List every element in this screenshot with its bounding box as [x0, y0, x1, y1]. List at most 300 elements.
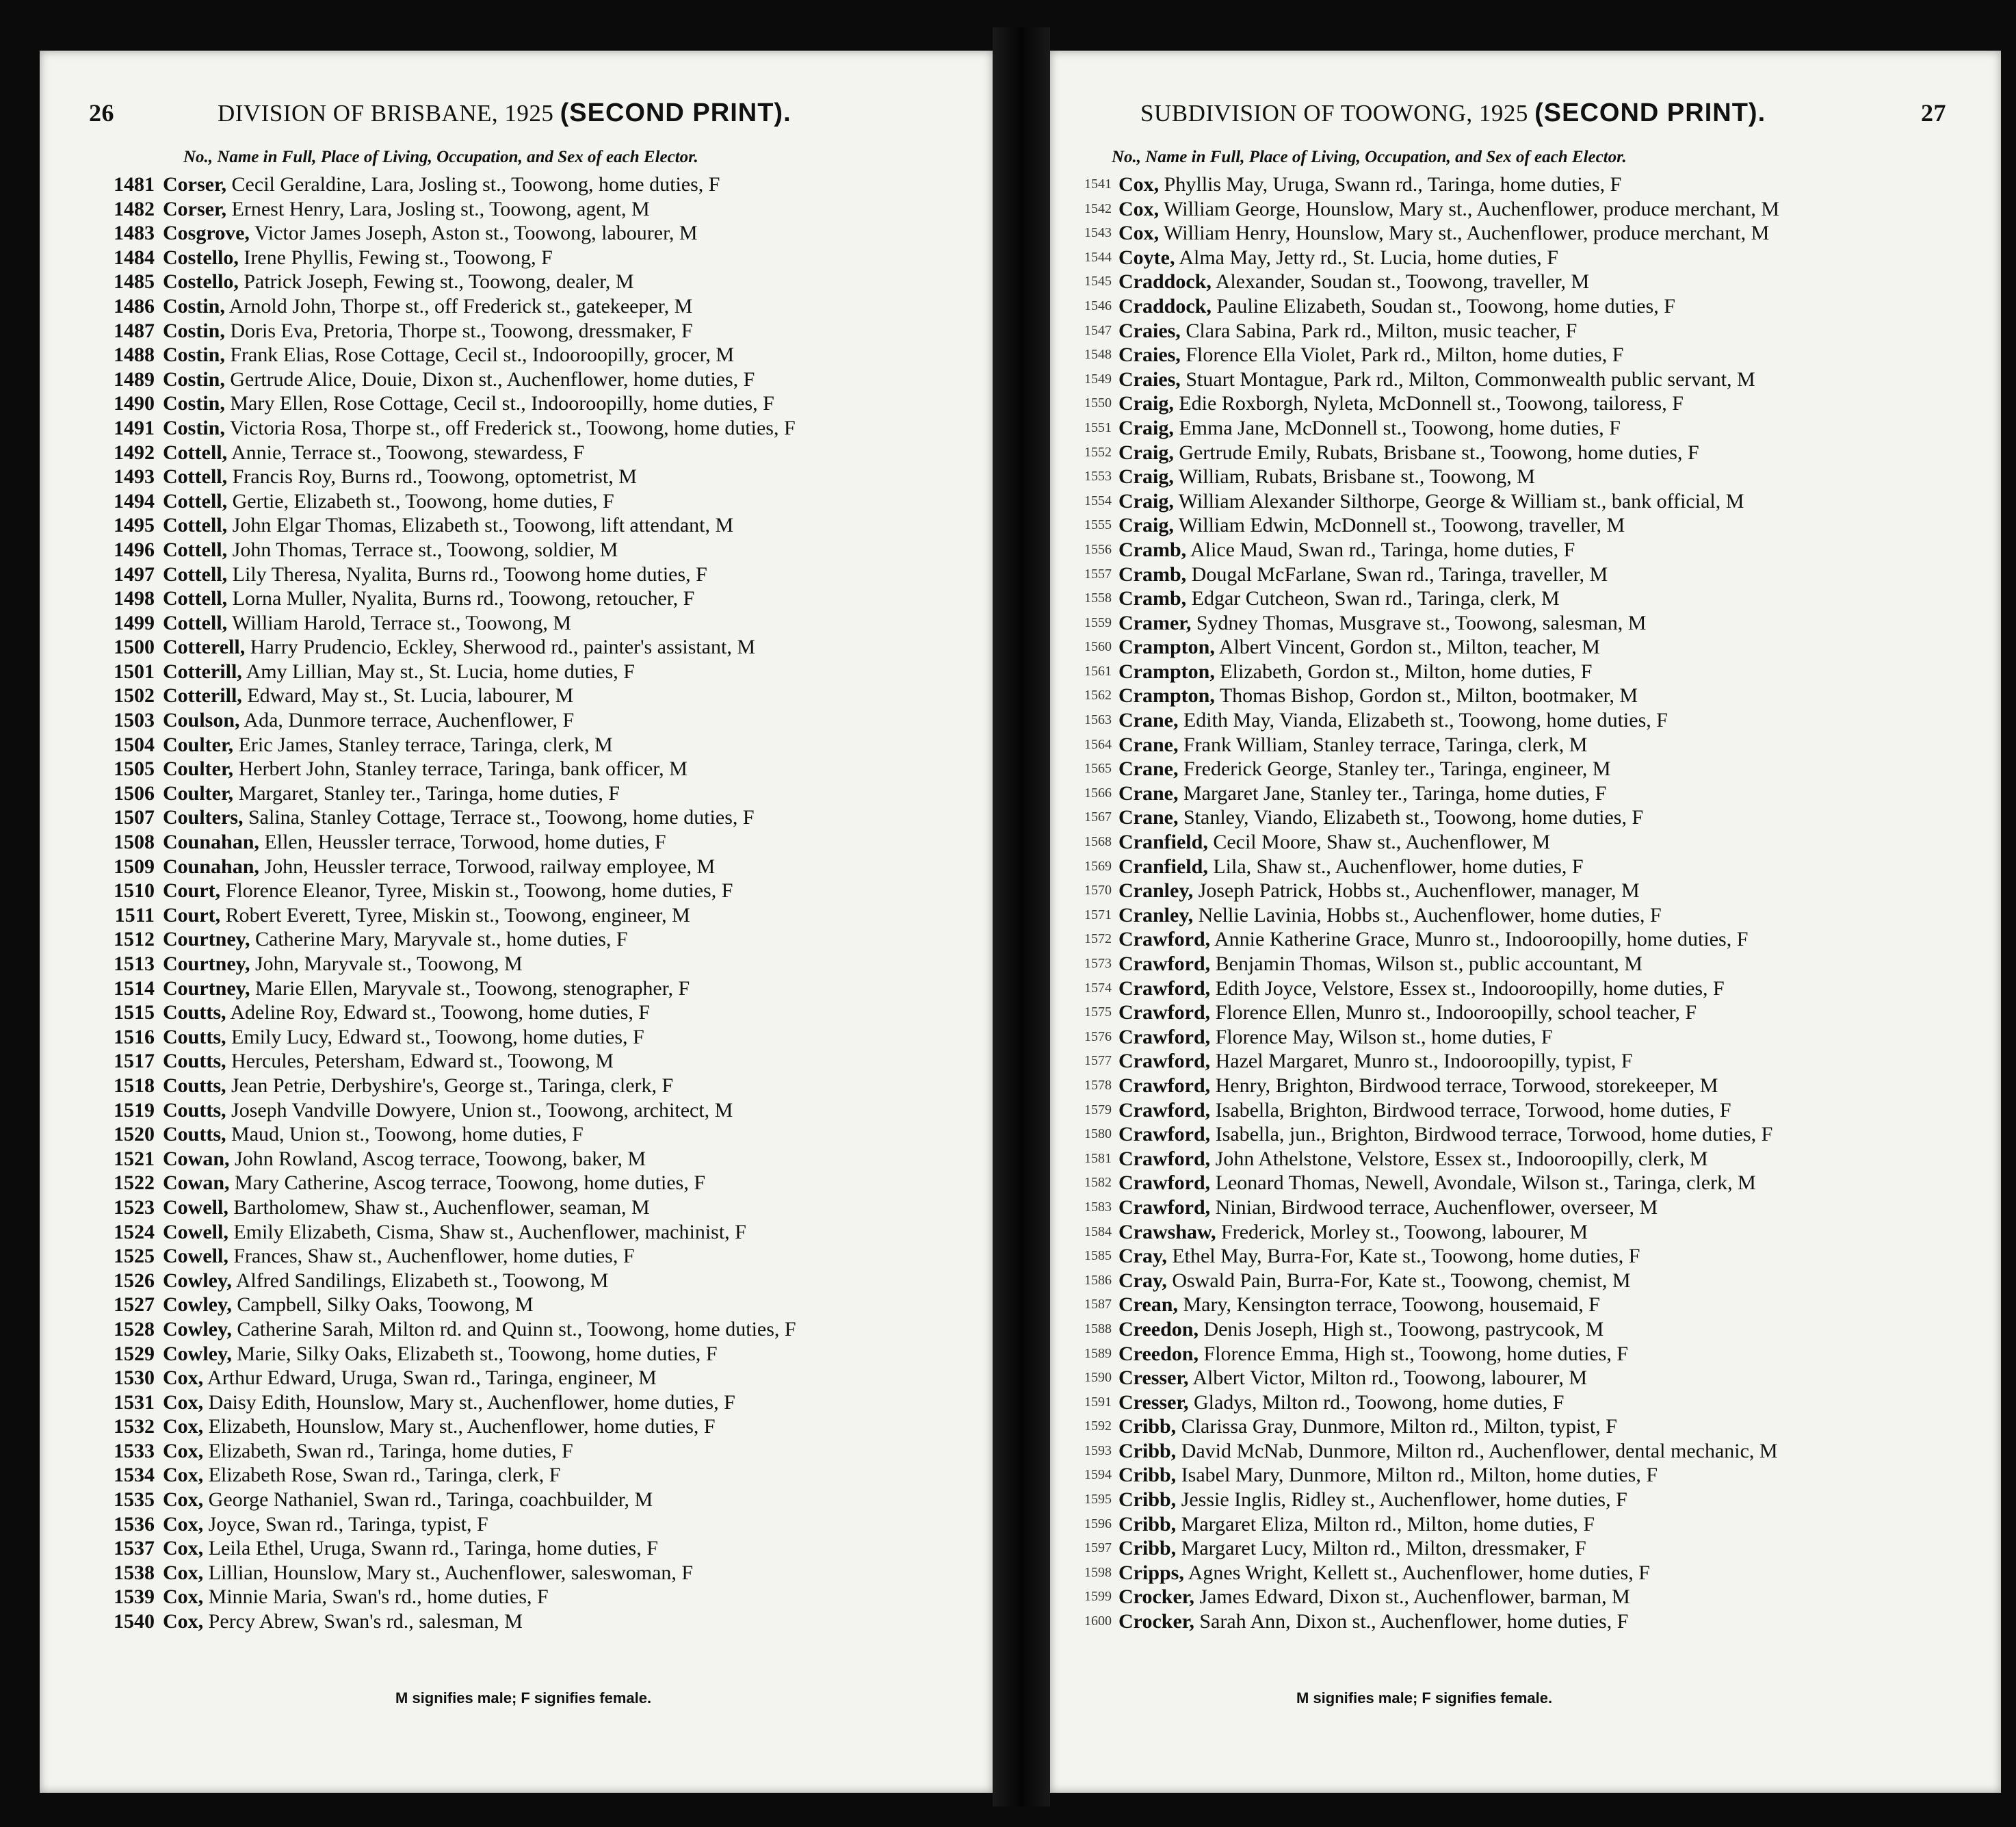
- elector-entry: [1050, 1342, 2001, 1366]
- elector-number: 1574: [1084, 980, 1112, 996]
- elector-details: [163, 1439, 573, 1464]
- elector-number: 1566: [1084, 785, 1112, 801]
- elector-info: Stanley, Viando, Elizabeth st., Toowong, home duties, F: [1183, 806, 1644, 829]
- elector-number: 1589: [1084, 1345, 1112, 1361]
- elector-info: Frederick George, Stanley ter., Taringa, engineer, M: [1183, 757, 1611, 781]
- elector-number: 1559: [1084, 614, 1112, 630]
- elector-details: [1118, 927, 1748, 952]
- elector-surname: Courtney,: [163, 953, 250, 975]
- elector-entry: [40, 391, 993, 416]
- elector-number: 1579: [1084, 1102, 1112, 1117]
- elector-surname: Cotterill,: [163, 684, 242, 708]
- elector-number: 1493: [114, 465, 155, 489]
- elector-info: Florence Emma, High st., Toowong, home duties, F: [1203, 1342, 1629, 1365]
- elector-details: [163, 1049, 614, 1074]
- elector-details: [1118, 319, 1577, 344]
- elector-details: [163, 538, 618, 562]
- elector-surname: Crampton,: [1118, 660, 1215, 683]
- elector-entry: [1050, 1000, 2001, 1025]
- elector-info: Edgar Cutcheon, Swan rd., Taringa, clerk, M: [1191, 587, 1560, 610]
- elector-surname: Cox,: [163, 1464, 204, 1487]
- elector-surname: Cowan,: [163, 1171, 230, 1195]
- elector-number: 1526: [114, 1269, 155, 1292]
- elector-details: [163, 976, 690, 1001]
- elector-details: [1118, 952, 1642, 976]
- elector-info: Edie Roxborgh, Nyleta, McDonnell st., Toowong, tailoress, F: [1179, 392, 1684, 415]
- elector-number: 1580: [1084, 1126, 1112, 1142]
- elector-number: 1498: [114, 587, 155, 610]
- elector-surname: Cox,: [163, 1561, 204, 1584]
- elector-surname: Coulter,: [163, 757, 234, 781]
- elector-number: 1570: [1084, 883, 1112, 898]
- elector-surname: Court,: [163, 879, 221, 903]
- elector-number: 1517: [114, 1050, 155, 1073]
- elector-entry: [1050, 441, 2001, 465]
- elector-surname: Cox,: [163, 1366, 204, 1390]
- elector-entry: [1050, 1147, 2001, 1171]
- right-page: [1050, 51, 2001, 1793]
- elector-details: [163, 1220, 746, 1245]
- elector-number: 1520: [114, 1123, 155, 1146]
- elector-entry: [40, 1317, 993, 1342]
- elector-number: 1551: [1084, 419, 1112, 435]
- elector-details: [163, 660, 635, 684]
- elector-entry: [40, 1342, 993, 1366]
- elector-info: Clarissa Gray, Dunmore, Milton rd., Milton, typist, F: [1181, 1415, 1617, 1438]
- elector-surname: Cottell,: [163, 514, 228, 537]
- elector-entry: [1050, 1122, 2001, 1147]
- elector-info: Isabel Mary, Dunmore, Milton rd., Milton, home duties, F: [1181, 1464, 1658, 1487]
- elector-number: 1561: [1084, 663, 1112, 679]
- elector-surname: Craddock,: [1118, 270, 1212, 294]
- elector-surname: Coulter,: [163, 733, 234, 756]
- elector-surname: Costin,: [163, 367, 225, 391]
- elector-number: 1486: [114, 294, 155, 318]
- elector-info: Denis Joseph, High st., Toowong, pastrycook, M: [1203, 1317, 1604, 1340]
- elector-details: [1118, 684, 1638, 708]
- elector-entry: [1050, 1220, 2001, 1245]
- elector-info: Elizabeth, Gordon st., Milton, home duties, F: [1220, 660, 1593, 683]
- elector-details: [1118, 1585, 1630, 1609]
- elector-entry: [40, 586, 993, 611]
- elector-surname: Cottell,: [163, 489, 228, 513]
- elector-number: 1509: [114, 855, 155, 878]
- elector-surname: Cresser,: [1118, 1366, 1189, 1390]
- elector-info: Arthur Edward, Uruga, Swan rd., Taringa, engineer, M: [207, 1366, 657, 1390]
- elector-info: Annie Katherine Grace, Munro st., Indooroopilly, home duties, F: [1214, 928, 1749, 951]
- elector-entry: [1050, 367, 2001, 392]
- elector-surname: Coyte,: [1118, 246, 1175, 269]
- elector-surname: Craddock,: [1118, 294, 1212, 318]
- elector-info: Ninian, Birdwood terrace, Auchenflower, overseer, M: [1215, 1195, 1658, 1219]
- elector-number: 1540: [114, 1610, 155, 1633]
- elector-number: 1592: [1084, 1418, 1112, 1434]
- elector-number: 1497: [114, 562, 155, 586]
- elector-details: [163, 757, 688, 781]
- elector-number: 1600: [1084, 1614, 1112, 1629]
- elector-info: John Rowland, Ascog terrace, Toowong, baker, M: [235, 1147, 646, 1170]
- elector-number: 1519: [114, 1098, 155, 1122]
- elector-entry: [1050, 1244, 2001, 1269]
- elector-details: [163, 1488, 653, 1512]
- elector-number: 1565: [1084, 761, 1112, 777]
- elector-info: Albert Vincent, Gordon st., Milton, teacher, M: [1218, 636, 1600, 659]
- elector-details: [1118, 1488, 1627, 1512]
- elector-number: 1581: [1084, 1150, 1112, 1166]
- elector-surname: Craig,: [1118, 514, 1174, 537]
- elector-details: [163, 513, 733, 538]
- elector-entry: [40, 1074, 993, 1098]
- elector-entry: [1050, 391, 2001, 416]
- elector-number: 1527: [114, 1293, 155, 1317]
- elector-info: Mary, Kensington terrace, Toowong, housemaid, F: [1183, 1293, 1600, 1317]
- elector-details: [163, 1585, 549, 1609]
- elector-info: Margaret Jane, Stanley ter., Taringa, home duties, F: [1183, 781, 1607, 805]
- elector-number: 1556: [1084, 541, 1112, 557]
- elector-surname: Cranfield,: [1118, 855, 1208, 878]
- elector-info: George Nathaniel, Swan rd., Taringa, coachbuilder, M: [208, 1488, 653, 1512]
- elector-entry: [40, 513, 993, 538]
- elector-info: Florence Eleanor, Tyree, Miskin st., Toowong, home duties, F: [225, 879, 733, 903]
- title-text: DIVISION OF BRISBANE, 1925: [218, 100, 554, 127]
- elector-surname: Cribb,: [1118, 1439, 1177, 1462]
- elector-entry: [40, 1049, 993, 1074]
- elector-entry: [40, 1098, 993, 1123]
- elector-surname: Cottell,: [163, 538, 228, 561]
- elector-entry: [40, 1561, 993, 1585]
- elector-info: William Edwin, McDonnell st., Toowong, traveller, M: [1178, 514, 1625, 537]
- elector-surname: Cox,: [1118, 173, 1160, 196]
- elector-info: Leonard Thomas, Newell, Avondale, Wilson st., Taringa, clerk, M: [1215, 1171, 1756, 1195]
- elector-details: [1118, 1293, 1600, 1317]
- elector-info: Elizabeth Rose, Swan rd., Taringa, clerk, F: [208, 1464, 561, 1487]
- elector-info: Florence Ella Violet, Park rd., Milton, home duties, F: [1186, 344, 1624, 367]
- elector-info: Frank William, Stanley terrace, Taringa, clerk, M: [1183, 733, 1588, 756]
- elector-surname: Crane,: [1118, 709, 1179, 732]
- elector-number: 1532: [114, 1415, 155, 1438]
- elector-info: Robert Everett, Tyree, Miskin st., Toowong, engineer, M: [225, 903, 690, 927]
- elector-surname: Corser,: [163, 197, 227, 220]
- elector-number: 1555: [1084, 517, 1112, 533]
- elector-surname: Costello,: [163, 246, 239, 269]
- elector-details: [1118, 1000, 1697, 1025]
- elector-number: 1513: [114, 953, 155, 975]
- elector-number: 1506: [114, 781, 155, 805]
- elector-surname: Crawford,: [1118, 976, 1211, 1000]
- elector-surname: Crawford,: [1118, 1195, 1211, 1219]
- page-header: [1091, 99, 1960, 140]
- elector-info: Harry Prudencio, Eckley, Sherwood rd., painter's assistant, M: [250, 636, 756, 659]
- elector-info: Victoria Rosa, Thorpe st., off Frederick st., Toowong, home duties, F: [229, 416, 796, 439]
- elector-surname: Crampton,: [1118, 684, 1215, 708]
- elector-surname: Cramb,: [1118, 538, 1187, 561]
- elector-surname: Creedon,: [1118, 1342, 1199, 1365]
- elector-info: Gertie, Elizabeth st., Toowong, home duties, F: [232, 489, 614, 513]
- elector-details: [163, 1025, 644, 1050]
- elector-number: 1557: [1084, 566, 1112, 582]
- elector-entry: [1050, 1269, 2001, 1293]
- elector-info: Daisy Edith, Hounslow, Mary st., Auchenflower, home duties, F: [208, 1390, 735, 1414]
- page-number: 26: [89, 99, 114, 127]
- elector-entry: [40, 830, 993, 855]
- elector-details: [1118, 805, 1643, 830]
- elector-entry: [40, 1122, 993, 1147]
- elector-surname: Cox,: [163, 1439, 204, 1462]
- elector-surname: Coutts,: [163, 1050, 226, 1073]
- elector-info: Nellie Lavinia, Hobbs st., Auchenflower, home duties, F: [1198, 903, 1662, 927]
- elector-surname: Crampton,: [1118, 636, 1215, 659]
- elector-entry: [1050, 416, 2001, 441]
- elector-details: [1118, 1244, 1640, 1269]
- elector-info: William Alexander Silthorpe, George & William st., bank official, M: [1178, 489, 1744, 513]
- elector-info: Campbell, Silky Oaks, Toowong, M: [237, 1293, 534, 1317]
- page-title: [1140, 99, 1766, 128]
- elector-entry: [1050, 538, 2001, 562]
- elector-info: Thomas Bishop, Gordon st., Milton, bootmaker, M: [1219, 684, 1638, 708]
- elector-info: Lorna Muller, Nyalita, Burns rd., Toowong, retoucher, F: [232, 587, 695, 610]
- elector-number: 1484: [114, 246, 155, 269]
- elector-info: Arnold John, Thorpe st., off Frederick st., gatekeeper, M: [228, 294, 693, 318]
- elector-entry: [1050, 708, 2001, 733]
- elector-number: 1507: [114, 806, 155, 829]
- elector-entry: [40, 660, 993, 684]
- elector-surname: Crawford,: [1118, 928, 1211, 951]
- elector-details: [163, 197, 650, 222]
- elector-details: [1118, 391, 1684, 416]
- elector-surname: Courtney,: [163, 928, 250, 951]
- elector-entry: [1050, 781, 2001, 806]
- elector-surname: Crean,: [1118, 1293, 1178, 1317]
- elector-surname: Creedon,: [1118, 1317, 1199, 1340]
- elector-info: Adeline Roy, Edward st., Toowong, home duties, F: [230, 1001, 651, 1024]
- elector-surname: Cranley,: [1118, 879, 1194, 903]
- left-page: [40, 51, 993, 1793]
- elector-number: 1552: [1084, 444, 1112, 460]
- elector-surname: Cowley,: [163, 1317, 232, 1340]
- elector-entry: [1050, 270, 2001, 294]
- elector-info: David McNab, Dunmore, Milton rd., Auchenflower, dental mechanic, M: [1181, 1439, 1778, 1462]
- elector-entry: [1050, 1585, 2001, 1609]
- elector-entry: [40, 270, 993, 294]
- elector-entry: [1050, 757, 2001, 781]
- elector-details: [163, 781, 620, 806]
- elector-number: 1572: [1084, 931, 1112, 947]
- elector-surname: Costin,: [163, 319, 225, 342]
- elector-info: Sarah Ann, Dixon st., Auchenflower, home duties, F: [1199, 1610, 1629, 1633]
- elector-info: Marie Ellen, Maryvale st., Toowong, stenographer, F: [255, 976, 690, 1000]
- title-text: SUBDIVISION OF TOOWONG, 1925: [1140, 100, 1528, 127]
- elector-info: Marie, Silky Oaks, Elizabeth st., Toowong, home duties, F: [237, 1342, 718, 1365]
- elector-entry: [40, 197, 993, 222]
- elector-details: [1118, 489, 1744, 514]
- elector-details: [1118, 294, 1675, 319]
- elector-entry: [1050, 513, 2001, 538]
- elector-info: Edith Joyce, Velstore, Essex st., Indooroopilly, home duties, F: [1215, 976, 1725, 1000]
- elector-info: John, Heussler terrace, Torwood, railway employee, M: [264, 855, 716, 878]
- elector-details: [1118, 757, 1611, 781]
- elector-details: [163, 270, 634, 294]
- elector-number: 1573: [1084, 956, 1112, 971]
- elector-entry: [40, 976, 993, 1001]
- elector-surname: Cox,: [1118, 222, 1160, 245]
- elector-entry: [40, 1585, 993, 1609]
- elector-number: 1536: [114, 1512, 155, 1536]
- elector-entry: [1050, 733, 2001, 757]
- elector-entry: [40, 1171, 993, 1195]
- elector-surname: Cox,: [163, 1390, 204, 1414]
- elector-surname: Cotterell,: [163, 636, 246, 659]
- elector-entry: [1050, 976, 2001, 1001]
- elector-info: Mary Ellen, Rose Cottage, Cecil st., Indooroopilly, home duties, F: [230, 392, 774, 415]
- elector-number: 1582: [1084, 1175, 1112, 1191]
- title-print: (SECOND PRINT).: [560, 99, 791, 127]
- elector-number: 1590: [1084, 1370, 1112, 1386]
- elector-surname: Cowley,: [163, 1293, 232, 1317]
- elector-info: Jean Petrie, Derbyshire's, George st., Taringa, clerk, F: [231, 1074, 674, 1097]
- elector-surname: Costin,: [163, 416, 225, 439]
- elector-surname: Cox,: [163, 1415, 204, 1438]
- elector-details: [163, 1269, 608, 1293]
- elector-entry: [40, 635, 993, 660]
- elector-surname: Counahan,: [163, 831, 259, 854]
- elector-number: 1499: [114, 611, 155, 634]
- elector-surname: Crane,: [1118, 733, 1179, 756]
- elector-number: 1593: [1084, 1442, 1112, 1458]
- elector-details: [1118, 1122, 1772, 1147]
- elector-number: 1550: [1084, 396, 1112, 411]
- elector-details: [163, 586, 694, 611]
- elector-surname: Craig,: [1118, 416, 1174, 439]
- elector-number: 1596: [1084, 1516, 1112, 1531]
- elector-info: Doris Eva, Pretoria, Thorpe st., Toowong, dressmaker, F: [230, 319, 693, 342]
- elector-surname: Cottell,: [163, 587, 228, 610]
- page-footer: M signifies male; F signifies female.: [395, 1689, 652, 1707]
- elector-details: [1118, 1609, 1628, 1634]
- elector-details: [163, 1171, 705, 1195]
- elector-surname: Cranley,: [1118, 903, 1194, 927]
- elector-number: 1560: [1084, 639, 1112, 655]
- elector-info: Benjamin Thomas, Wilson st., public accountant, M: [1215, 953, 1642, 975]
- elector-entry: [40, 903, 993, 928]
- elector-info: Alexander, Soudan st., Toowong, traveller, M: [1215, 270, 1590, 294]
- elector-entry: [40, 1293, 993, 1317]
- elector-details: [163, 562, 707, 587]
- elector-surname: Crane,: [1118, 806, 1179, 829]
- elector-info: John Elgar Thomas, Elizabeth st., Toowong, lift attendant, M: [232, 514, 734, 537]
- elector-entry: [1050, 1366, 2001, 1390]
- elector-info: Joseph Patrick, Hobbs st., Auchenflower, manager, M: [1198, 879, 1640, 903]
- elector-number: 1488: [114, 344, 155, 367]
- elector-details: [163, 246, 553, 270]
- elector-number: 1591: [1084, 1394, 1112, 1410]
- elector-number: 1544: [1084, 249, 1112, 265]
- elector-surname: Cowley,: [163, 1342, 232, 1365]
- elector-entry: [40, 465, 993, 489]
- elector-number: 1510: [114, 879, 155, 903]
- elector-info: Victor James Joseph, Aston st., Toowong, labourer, M: [254, 222, 698, 245]
- elector-surname: Craig,: [1118, 489, 1174, 513]
- elector-info: Oswald Pain, Burra-For, Kate st., Toowong, chemist, M: [1172, 1269, 1631, 1292]
- elector-entry: [1050, 1463, 2001, 1488]
- elector-number: 1554: [1084, 493, 1112, 508]
- elector-surname: Craig,: [1118, 441, 1174, 464]
- elector-surname: Cowell,: [163, 1245, 228, 1268]
- elector-number: 1501: [114, 660, 155, 683]
- elector-number: 1545: [1084, 274, 1112, 289]
- elector-entry: [1050, 1074, 2001, 1098]
- elector-entry: [40, 416, 993, 441]
- elector-entry: [1050, 465, 2001, 489]
- column-header: No., Name in Full, Place of Living, Occupation, and Sex of each Elector.: [183, 148, 698, 166]
- elector-info: Joseph Vandville Dowyere, Union st., Toowong, architect, M: [231, 1098, 733, 1122]
- elector-entry: [40, 1488, 993, 1512]
- elector-number: 1524: [114, 1220, 155, 1243]
- elector-info: Frank Elias, Rose Cottage, Cecil st., Indooroopilly, grocer, M: [230, 344, 735, 367]
- elector-details: [1118, 1414, 1617, 1439]
- elector-surname: Crawford,: [1118, 1074, 1211, 1097]
- elector-entry: [40, 489, 993, 514]
- elector-surname: Cox,: [163, 1512, 204, 1536]
- elector-entry: [1050, 197, 2001, 222]
- elector-details: [1118, 172, 1621, 197]
- elector-surname: Cramer,: [1118, 611, 1192, 634]
- elector-entry: [1050, 1195, 2001, 1220]
- elector-info: Elizabeth, Swan rd., Taringa, home duties, F: [208, 1439, 573, 1462]
- elector-entry: [40, 1147, 993, 1171]
- elector-entry: [40, 1512, 993, 1537]
- elector-details: [1118, 781, 1606, 806]
- elector-number: 1512: [114, 928, 155, 951]
- elector-number: 1525: [114, 1245, 155, 1268]
- elector-number: 1538: [114, 1561, 155, 1584]
- elector-number: 1523: [114, 1195, 155, 1219]
- elector-entry: [40, 757, 993, 781]
- elector-entry: [1050, 805, 2001, 830]
- elector-info: Stuart Montague, Park rd., Milton, Commonwealth public servant, M: [1186, 367, 1755, 391]
- elector-surname: Crawford,: [1118, 1098, 1211, 1122]
- elector-number: 1516: [114, 1025, 155, 1048]
- elector-entry: [1050, 1561, 2001, 1585]
- elector-details: [1118, 635, 1600, 660]
- elector-number: 1521: [114, 1147, 155, 1170]
- elector-details: [1118, 513, 1625, 538]
- elector-surname: Costello,: [163, 270, 239, 294]
- elector-info: Albert Victor, Milton rd., Toowong, labourer, M: [1192, 1366, 1588, 1390]
- elector-number: 1583: [1084, 1199, 1112, 1215]
- elector-surname: Craies,: [1118, 319, 1181, 342]
- elector-details: [163, 221, 698, 246]
- elector-details: [1118, 1390, 1565, 1415]
- elector-surname: Crawford,: [1118, 1171, 1211, 1195]
- elector-details: [163, 367, 755, 392]
- elector-entry: [1050, 562, 2001, 587]
- elector-surname: Coutts,: [163, 1123, 226, 1146]
- elector-details: [1118, 1463, 1658, 1488]
- elector-info: Margaret Eliza, Milton rd., Milton, home duties, F: [1181, 1512, 1595, 1536]
- elector-surname: Cray,: [1118, 1269, 1167, 1292]
- elector-surname: Craies,: [1118, 344, 1181, 367]
- elector-details: [1118, 660, 1592, 684]
- elector-list: [1050, 172, 2001, 1634]
- elector-surname: Cribb,: [1118, 1488, 1177, 1512]
- elector-number: 1586: [1084, 1272, 1112, 1288]
- elector-info: Minnie Maria, Swan's rd., home duties, F: [208, 1585, 549, 1609]
- elector-surname: Cottell,: [163, 441, 228, 464]
- elector-info: Phyllis May, Uruga, Swann rd., Taringa, home duties, F: [1164, 173, 1622, 196]
- elector-number: 1553: [1084, 469, 1112, 484]
- elector-info: Henry, Brighton, Birdwood terrace, Torwood, storekeeper, M: [1215, 1074, 1718, 1097]
- elector-entry: [40, 1269, 993, 1293]
